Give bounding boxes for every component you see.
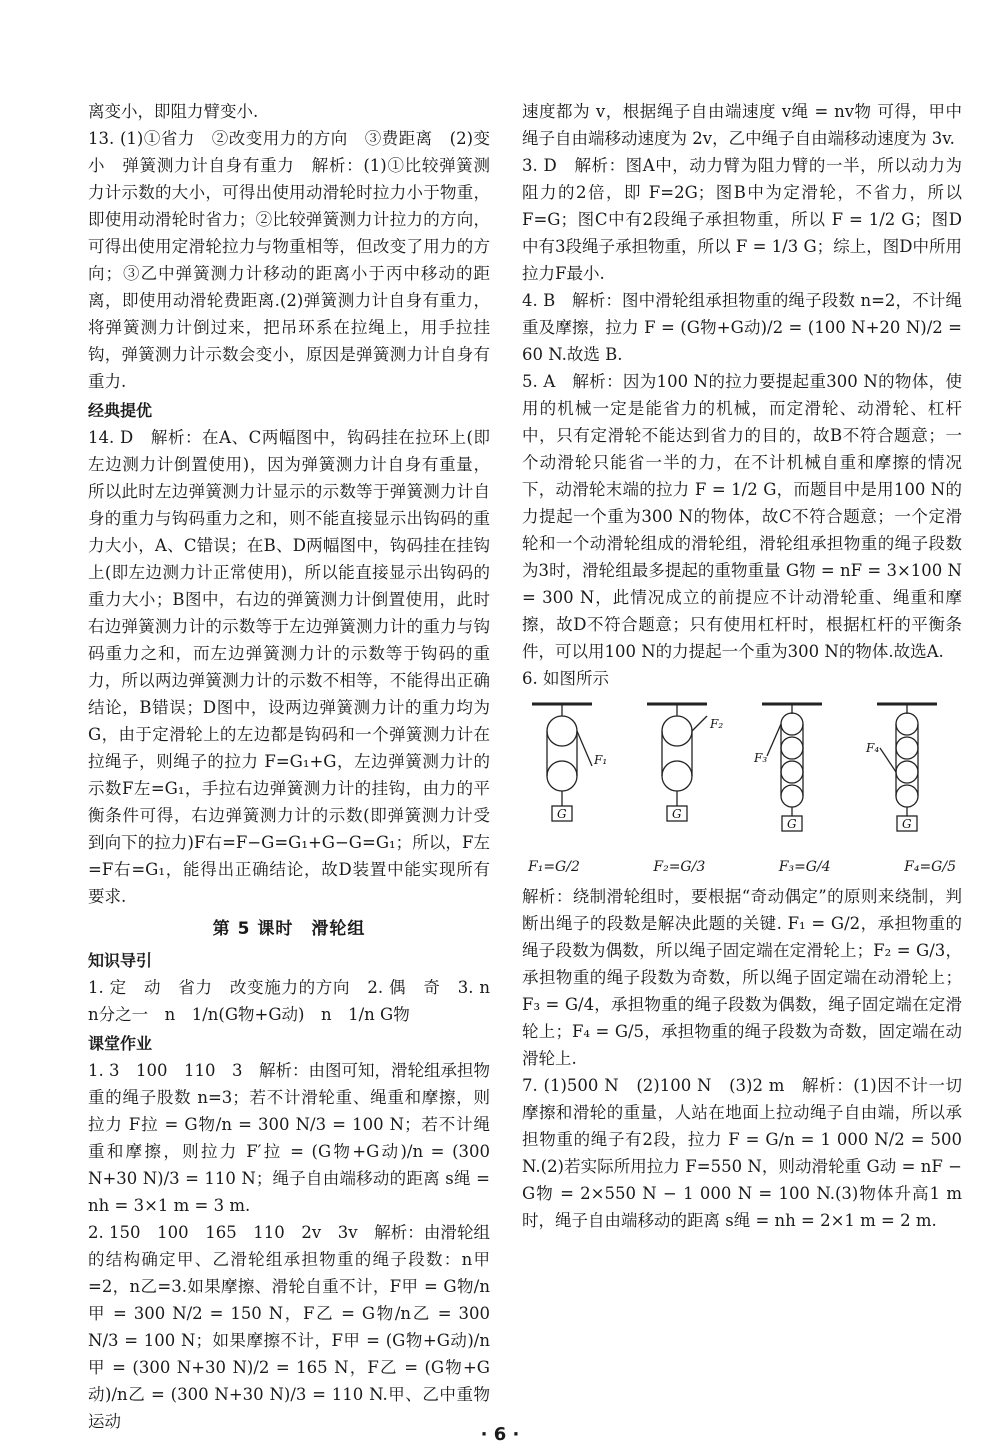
paragraph-continuation: 离变小，即阻力臂变小. (88, 102, 259, 121)
answer-6-intro: 6. 如图所示 (522, 669, 609, 688)
formula-label-2: F₂=G/3 (653, 859, 706, 875)
section-heading-classwork: 课堂作业 (88, 1034, 153, 1053)
formula-label-3: F₃=G/4 (778, 859, 831, 875)
force-label-2: F₂ (710, 717, 724, 731)
lesson-title: 第 5 课时 滑轮组 (212, 919, 366, 939)
pulley-figure (522, 696, 962, 881)
force-label-3: F₃ (754, 751, 768, 765)
answer-7: 7. (1)500 N (2)100 N (3)2 m 解析：(1)因不计一切摩擦和滑轮的重量，人站在地面上拉动绳子自由端，所以承担物重的绳子有2段，拉力 F = G/n = 1 000 N/2 = 500 N.(2)若实际所用拉力 F=550 N，则动滑轮重 G动 = nF − G物 = 2×550 N − 1 000 N = 100 N.(3)物体升高1 m时，绳子自由端移动的距离 s绳 = nh = 2×1 m = 2 m. (522, 1076, 962, 1230)
page-number: · 6 · (480, 1424, 520, 1445)
answer-3: 3. D 解析：图A中，动力臂为阻力臂的一半，所以动力为阻力的2倍，即 F=2G；图B中为定滑轮，不省力，所以 F=G；图C中有2段绳子承担物重，所以 F = 1/2 G；图D中有3段绳子承担物重，所以 F = 1/3 G；综上，图D中所用拉力F最小. (522, 156, 962, 283)
answer-14: 14. D 解析：在A、C两幅图中，钩码挂在拉环上(即左边测力计倒置使用)，因为弹簧测力计自身有重量，所以此时左边弹簧测力计显示的示数等于弹簧测力计自身的重力与钩码重力之和，则不能直接显示出钩码的重力大小，A、C错误；在B、D两幅图中，钩码挂在挂钩上(即左边测力计正常使用)，所以能直接显示出钩码的重力大小；B图中，右边的弹簧测力计倒置使用，此时右边弹簧测力计的示数等于左边弹簧测力计的重力与钩码重力之和，而左边弹簧测力计的示数等于钩码的重力，所以两边弹簧测力计的示数不相等，不能得出正确结论，B错误；D图中，设两边弹簧测力计的重力均为G，由于定滑轮上的左边都是钩码和一个弹簧测力计在拉绳子，则绳子的拉力 F=G₁+G，左边弹簧测力计的示数F左=G₁，手拉右边弹簧测力计的挂钩，由力的平衡条件可得，右边弹簧测力计的示数(即弹簧测力计受到向下的拉力)F右=F−G=G₁+G−G=G₁；所以，F左=F右=G₁，能得出正确结论，故D装置中能实现所有要求. (88, 428, 490, 906)
answer-6-explanation: 解析：绕制滑轮组时，要根据“奇动偶定”的原则来绕制，判断出绳子的段数是解决此题的关键. F₁ = G/2，承担物重的绳子段数为偶数，所以绳子固定端在定滑轮上；F₂ = G/3，承担物重的绳子段数为奇数，所以绳子固定端在动滑轮上；F₃ = G/4，承担物重的绳子段数为偶数，绳子固定端在定滑轮上；F₄ = G/5，承担物重的绳子段数为奇数，固定端在动滑轮上. (522, 887, 962, 1068)
right-column (522, 98, 962, 1234)
formula-label-4: F₄=G/5 (904, 859, 956, 875)
force-label-4: F₄ (866, 741, 880, 755)
guide-answers: 1. 定 动 省力 改变施力的方向 2. 偶 奇 3. n n分之一 n 1/n(G物+G动) n 1/n G物 (88, 978, 507, 1024)
answer-13: 13. (1)①省力 ②改变用力的方向 ③费距离 (2)变小 弹簧测力计自身有重力 解析：(1)①比较弹簧测力计示数的大小，可得出使用动滑轮时拉力小于物重，即使用动滑轮时省力；②比较弹簧测力计拉力的方向，可得出使用定滑轮拉力与物重相等，但改变了用力的方向；③乙中弹簧测力计移动的距离小于丙中移动的距离，即使用动滑轮费距离.(2)弹簧测力计自身有重力，将弹簧测力计倒过来，把吊环系在拉绳上，用手拉挂钩，弹簧测力计示数会变小，原因是弹簧测力计自身有重力. (88, 129, 490, 391)
weight-label-3: G (787, 817, 797, 831)
weight-label-4: G (902, 817, 912, 831)
answer-2: 2. 150 100 165 110 2v 3v 解析：由滑轮组的结构确定甲、乙滑轮组承担物重的绳子段数：n甲=2，n乙=3.如果摩擦、滑轮自重不计，F甲 = G物/n甲 = 300 N/2 = 150 N，F乙 = G物/n乙 = 300 N/3 = 100 N；如果摩擦不计，F甲 = (G物+G动)/n甲 = (300 N+30 N)/2 = 165 N，F乙 = (G物+G动)/n乙 = (300 N+30 N)/3 = 110 N.甲、乙中重物运动 (88, 1223, 490, 1431)
formula-label-1: F₁=G/2 (528, 859, 580, 875)
section-heading-guide: 知识导引 (88, 951, 153, 970)
answer-5: 5. A 解析：因为100 N的拉力要提起重300 N的物体，使用的机械一定是能省力的机械，而定滑轮、动滑轮、杠杆中，只有定滑轮不能达到省力的目的，故B不符合题意；一个动滑轮只能省一半的力，在不计机械自重和摩擦的情况下，动滑轮末端的拉力 F = 1/2 G，而题目中是用100 N的力提起一个重为300 N的物体，故C不符合题意；一个定滑轮和一个动滑轮组成的滑轮组，滑轮组承担物重的绳子段数为3时，滑轮组最多提起的重物重量 G物 = nF = 3×100 N = 300 N，此情况成立的前提应不计动滑轮重、绳重和摩擦，故D不符合题意；只有使用杠杆时，根据杠杆的平衡条件，可以用100 N的力提起一个重为300 N的物体.故选A. (522, 372, 962, 661)
answer-4: 4. B 解析：图中滑轮组承担物重的绳子段数 n=2，不计绳重及摩擦，拉力 F = (G物+G动)/2 = (100 N+20 N)/2 = 60 N.故选 B. (522, 291, 962, 364)
pulley-diagram (522, 696, 962, 846)
answer-1: 1. 3 100 110 3 解析：由图可知，滑轮组承担物重的绳子股数 n=3；若不计滑轮重、绳重和摩擦，则拉力 F拉 = G物/n = 300 N/3 = 100 N；若不计绳重和摩擦，则拉力 F′拉 = (G物+G动)/n = (300 N+30 N)/3 = 110 N；绳子自由端移动的距离 s绳 = nh = 3×1 m = 3 m. (88, 1061, 490, 1215)
weight-label-1: G (557, 807, 567, 821)
weight-label-2: G (672, 807, 682, 821)
left-column (88, 98, 507, 1435)
figure-formula-labels (522, 854, 962, 881)
answer-2-continuation: 速度都为 v，根据绳子自由端速度 v绳 = nv物 可得，甲中绳子自由端移动速度为 2v，乙中绳子自由端移动速度为 3v. (522, 102, 962, 148)
section-heading-classic: 经典提优 (88, 401, 153, 420)
force-label-1: F₁ (594, 753, 608, 767)
